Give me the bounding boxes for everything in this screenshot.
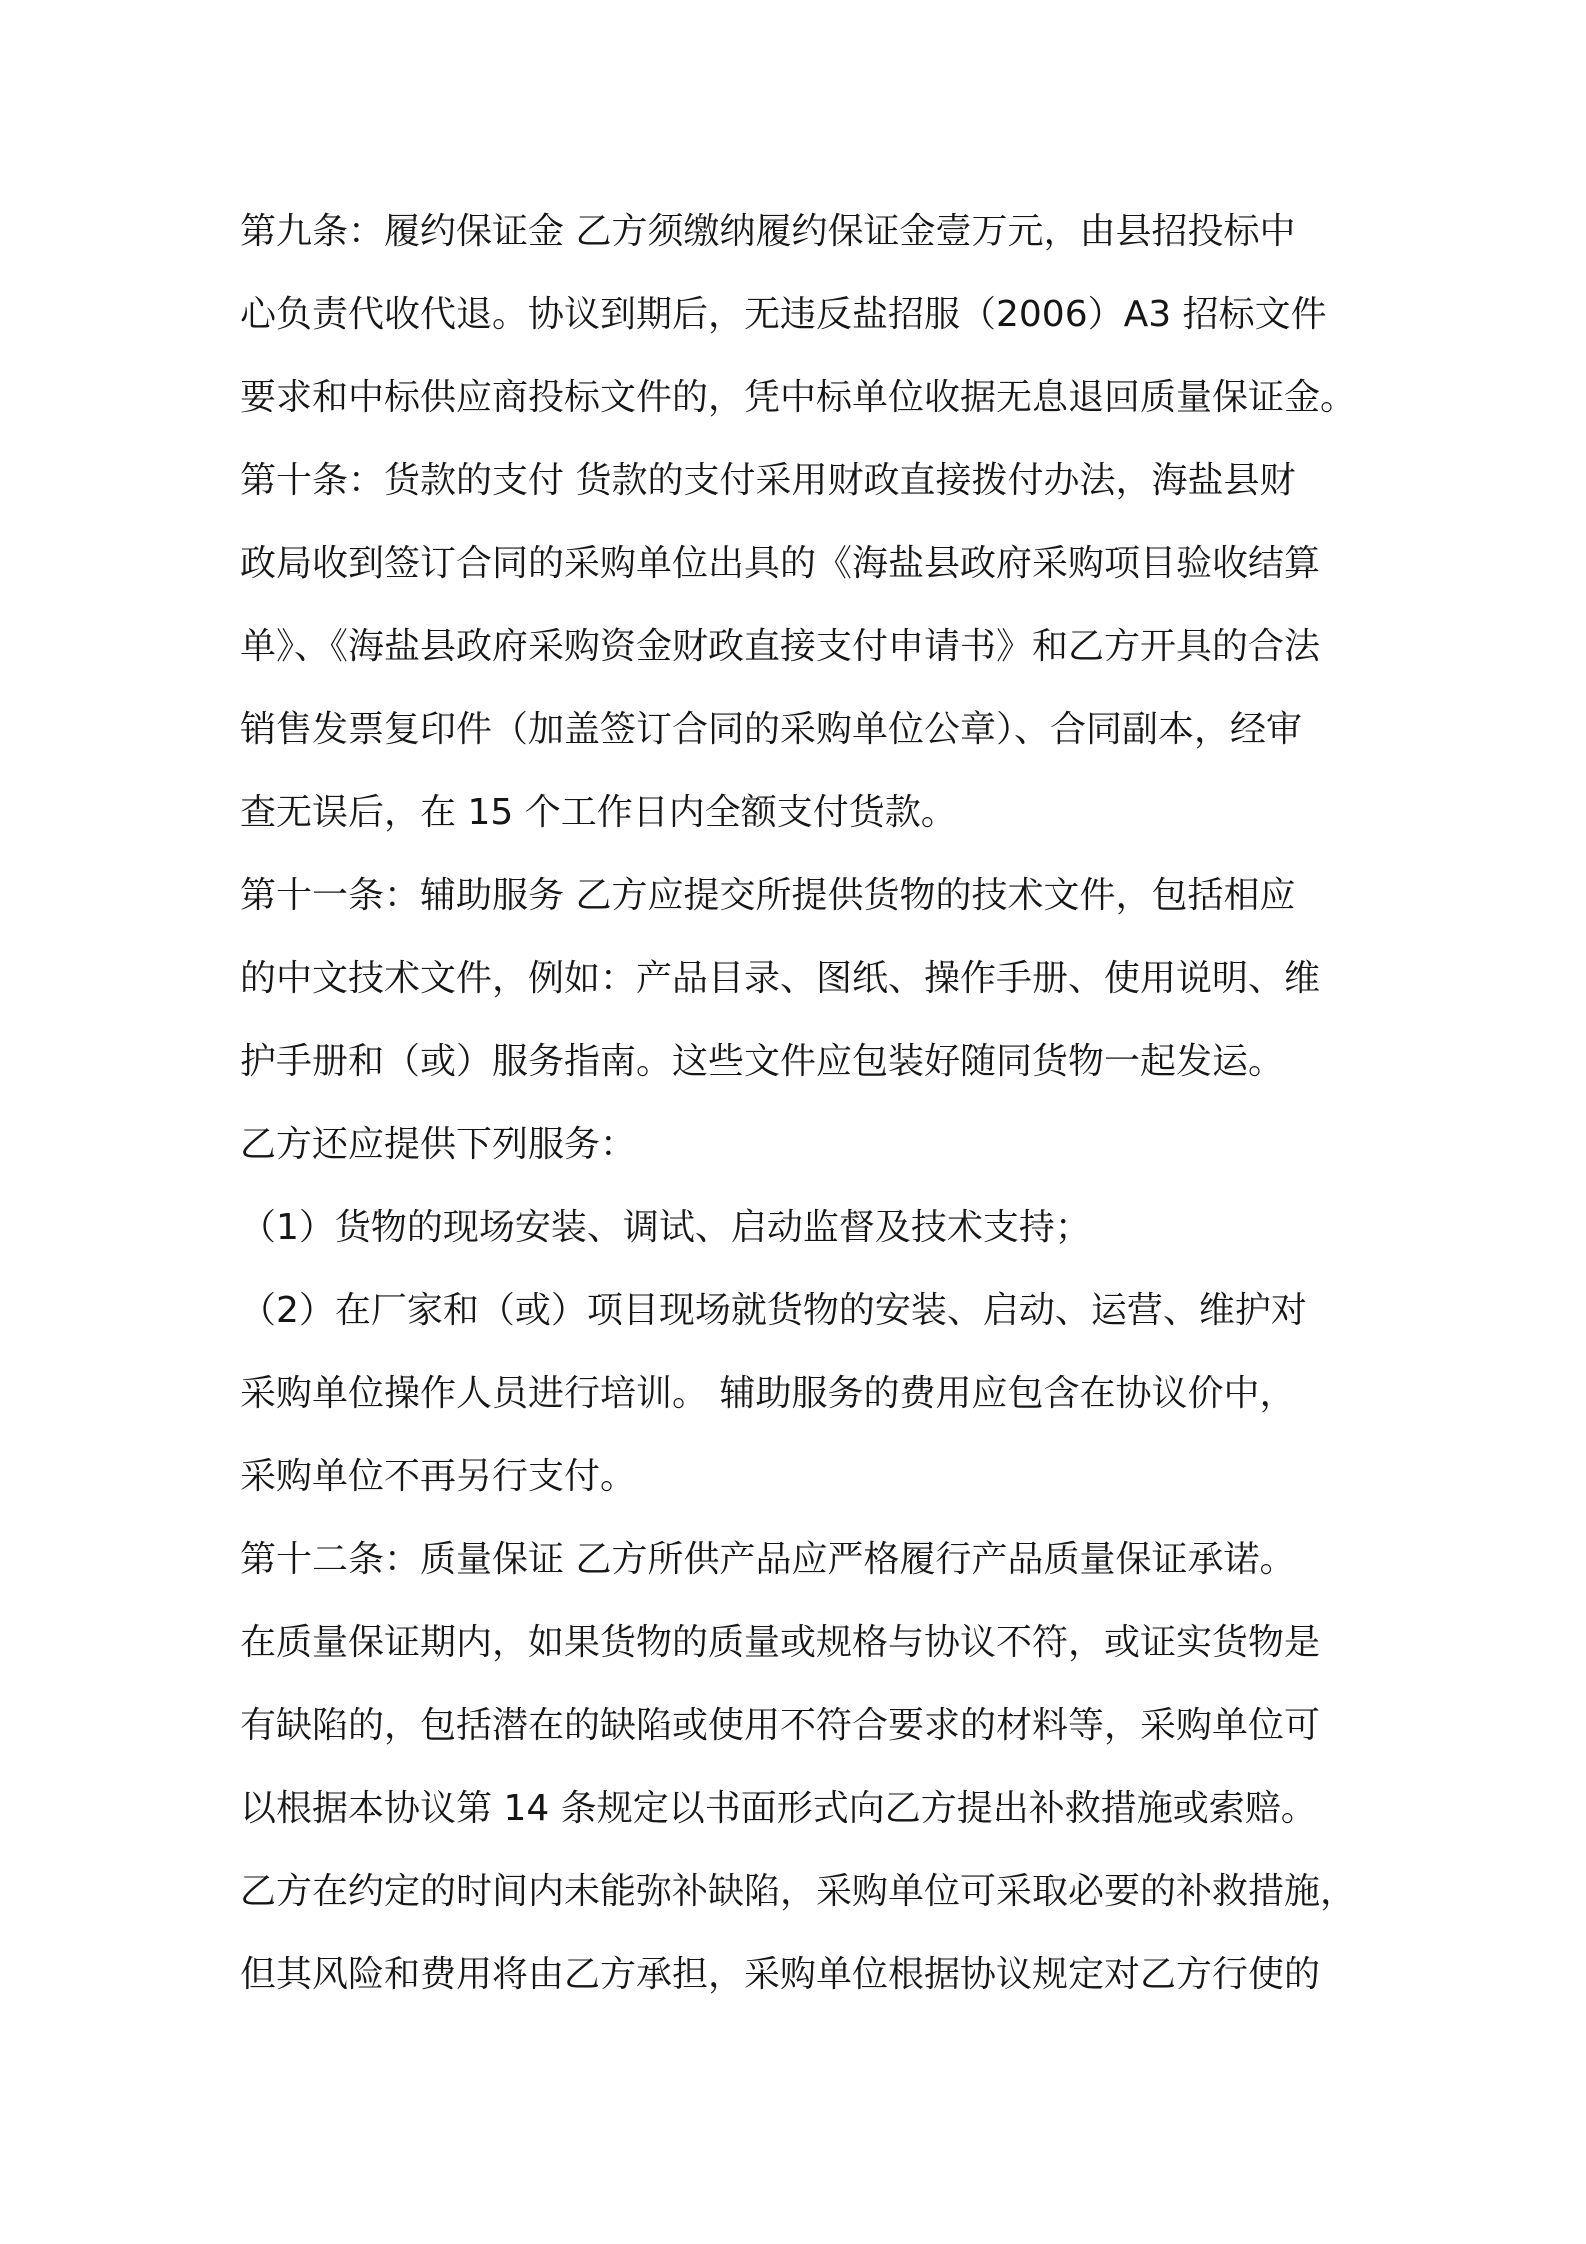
text-line: 第十二条：质量保证 乙方所供产品应严格履行产品质量保证承诺。	[240, 1539, 1296, 1580]
text-line: 单》、《海盐县政府采购资金财政直接支付申请书》和乙方开具的合法	[240, 626, 1321, 667]
text-line: 第九条：履约保证金 乙方须缴纳履约保证金壹万元，由县招投标中	[240, 211, 1296, 252]
text-line: 查无误后，在 15 个工作日内全额支付货款。	[240, 792, 957, 833]
text-line: 乙方在约定的时间内未能弥补缺陷，采购单位可采取必要的补救措施，	[240, 1871, 1357, 1912]
text-line: 政局收到签订合同的采购单位出具的《海盐县政府采购项目验收结算	[240, 543, 1321, 584]
text-line: 要求和中标供应商投标文件的，凭中标单位收据无息退回质量保证金。	[240, 377, 1357, 418]
document-body	[240, 190, 1357, 2016]
text-line: 销售发票复印件（加盖签订合同的采购单位公章）、合同副本，经审	[240, 709, 1303, 750]
text-line: 但其风险和费用将由乙方承担，采购单位根据协议规定对乙方行使的	[240, 1954, 1321, 1995]
text-line: 的中文技术文件，例如：产品目录、图纸、操作手册、使用说明、维	[240, 958, 1321, 999]
text-line: 在质量保证期内，如果货物的质量或规格与协议不符，或证实货物是	[240, 1622, 1321, 1663]
text-line: （1）货物的现场安装、调试、启动监督及技术支持；	[240, 1207, 1091, 1248]
text-line: 心负责代收代退。协议到期后，无违反盐招服（2006）A3 招标文件	[240, 294, 1327, 335]
text-line: 采购单位操作人员进行培训。 辅助服务的费用应包含在协议价中，	[240, 1373, 1296, 1414]
text-line: 护手册和（或）服务指南。这些文件应包装好随同货物一起发运。	[240, 1041, 1285, 1082]
text-line: 第十一条：辅助服务 乙方应提交所提供货物的技术文件，包括相应	[240, 875, 1296, 916]
text-line: 有缺陷的，包括潜在的缺陷或使用不符合要求的材料等，采购单位可	[240, 1705, 1321, 1746]
text-line: 采购单位不再另行支付。	[240, 1456, 637, 1497]
text-line: 第十条：货款的支付 货款的支付采用财政直接拨付办法，海盐县财	[240, 460, 1296, 501]
text-line: （2）在厂家和（或）项目现场就货物的安装、启动、运营、维护对	[240, 1290, 1307, 1331]
text-line: 以根据本协议第 14 条规定以书面形式向乙方提出补救措施或索赔。	[240, 1788, 1317, 1829]
text-line: 乙方还应提供下列服务：	[240, 1124, 637, 1165]
